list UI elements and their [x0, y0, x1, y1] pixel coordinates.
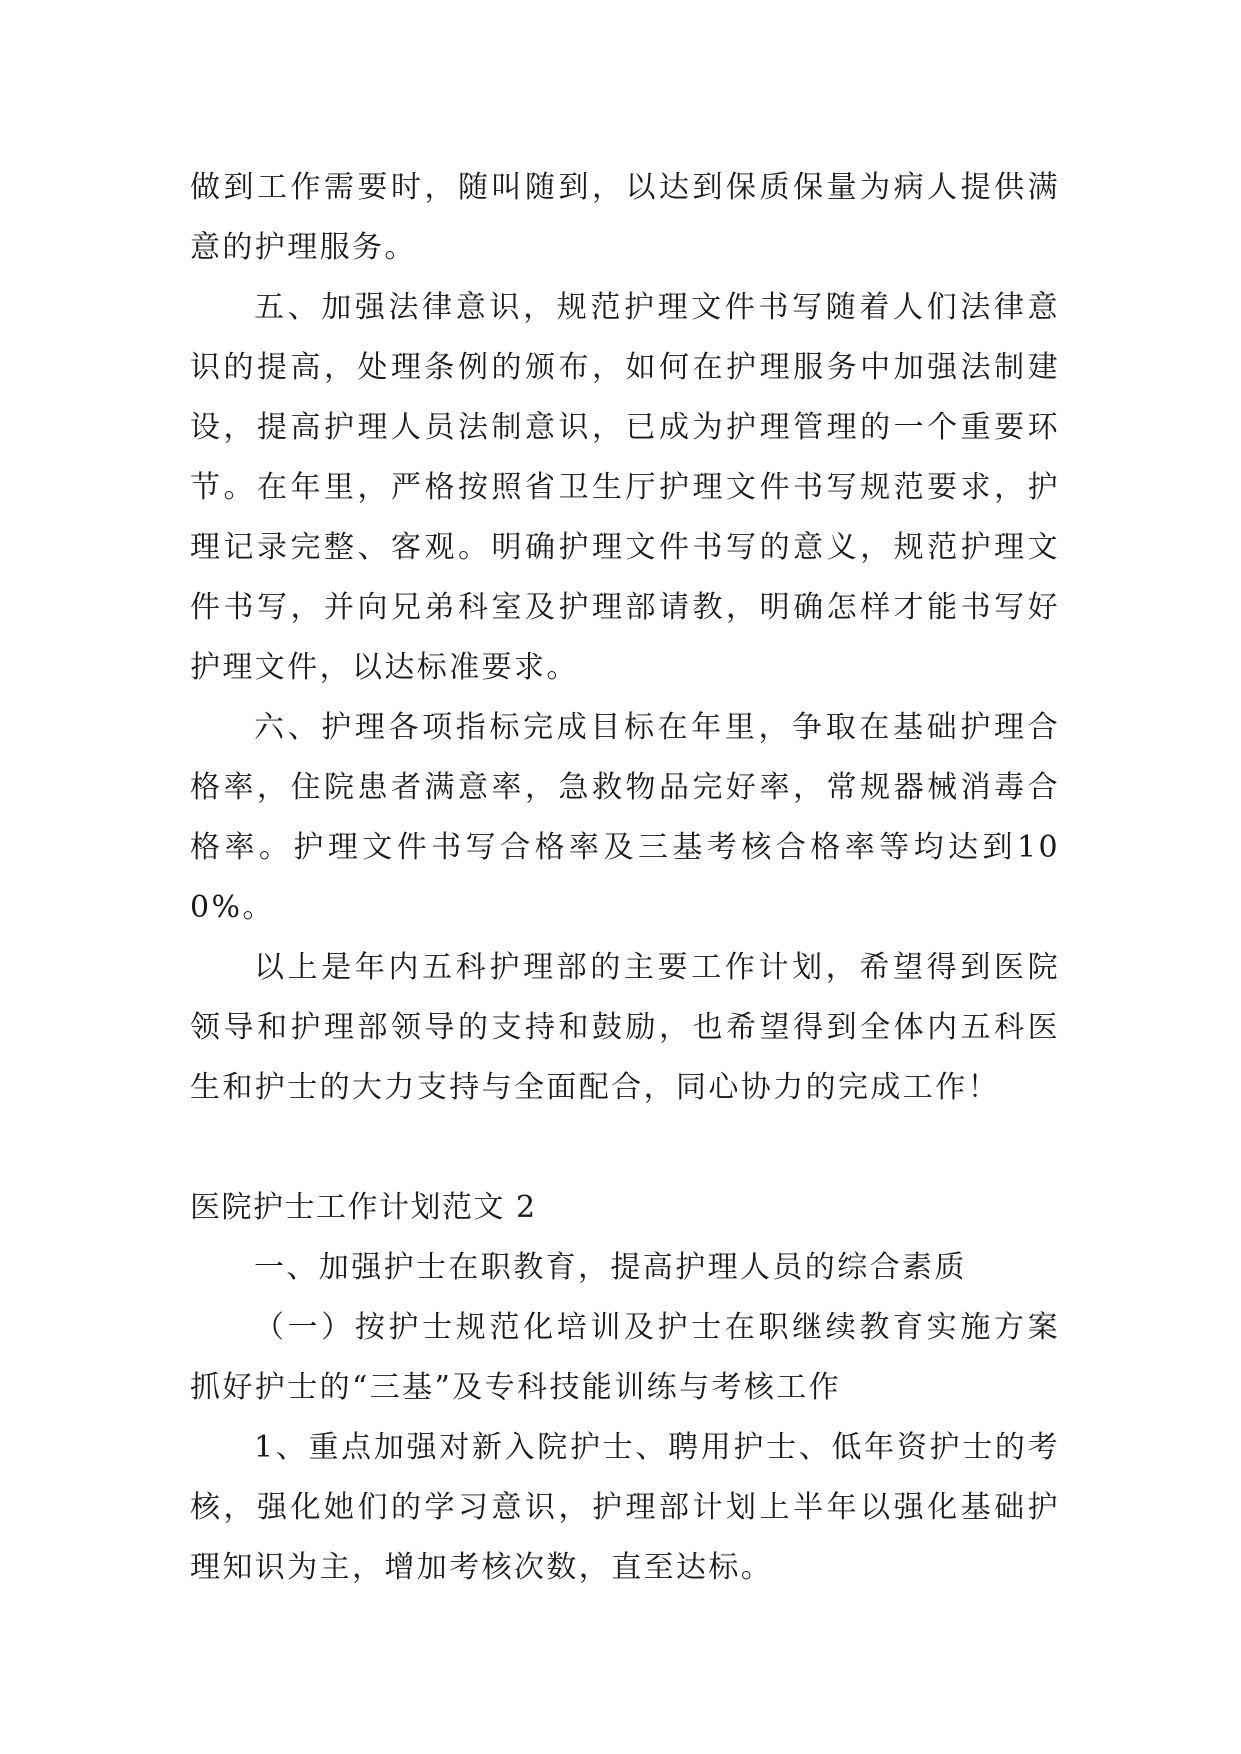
paragraph-conclusion: 以上是年内五科护理部的主要工作计划，希望得到医院领导和护理部领导的支持和鼓励，也希望得到全体内五科医生和护士的大力支持与全面配合，同心协力的完成工作！: [190, 950, 1060, 1105]
section-spacer: [190, 1118, 1060, 1178]
paragraph-continuation: 做到工作需要时，随叫随到，以达到保质保量为病人提供满意的护理服务。: [190, 170, 1060, 265]
paragraph-heading-one: 一、加强护士在职教育，提高护理人员的综合素质: [254, 1250, 967, 1285]
section-title: 医院护士工作计划范文 2: [190, 1190, 537, 1225]
paragraph-legal-awareness: 五、加强法律意识，规范护理文件书写随着人们法律意识的提高，处理条例的颁布，如何在护理服务中加强法制建设，提高护理人员法制意识，已成为护理管理的一个重要环节。在年里，严格按照省卫生厅护理文件书写规范要求，护理记录完整、客观。明确护理文件书写的意义，规范护理文件书写，并向兄弟科室及护理部请教，明确怎样才能书写好护理文件，以达标准要求。: [190, 290, 1060, 685]
paragraph-subheading-one: （一）按护士规范化培训及护士在职继续教育实施方案抓好护士的“三基”及专科技能训练与考核工作: [190, 1310, 1060, 1405]
paragraph-item-one: 1、重点加强对新入院护士、聘用护士、低年资护士的考核，强化她们的学习意识，护理部计划上半年以强化基础护理知识为主，增加考核次数，直至达标。: [190, 1430, 1060, 1585]
paragraph-nursing-indicators: 六、护理各项指标完成目标在年里，争取在基础护理合格率，住院患者满意率，急救物品完好率，常规器械消毒合格率。护理文件书写合格率及三基考核合格率等均达到100%。: [190, 710, 1060, 925]
document-body: [190, 158, 1060, 1598]
